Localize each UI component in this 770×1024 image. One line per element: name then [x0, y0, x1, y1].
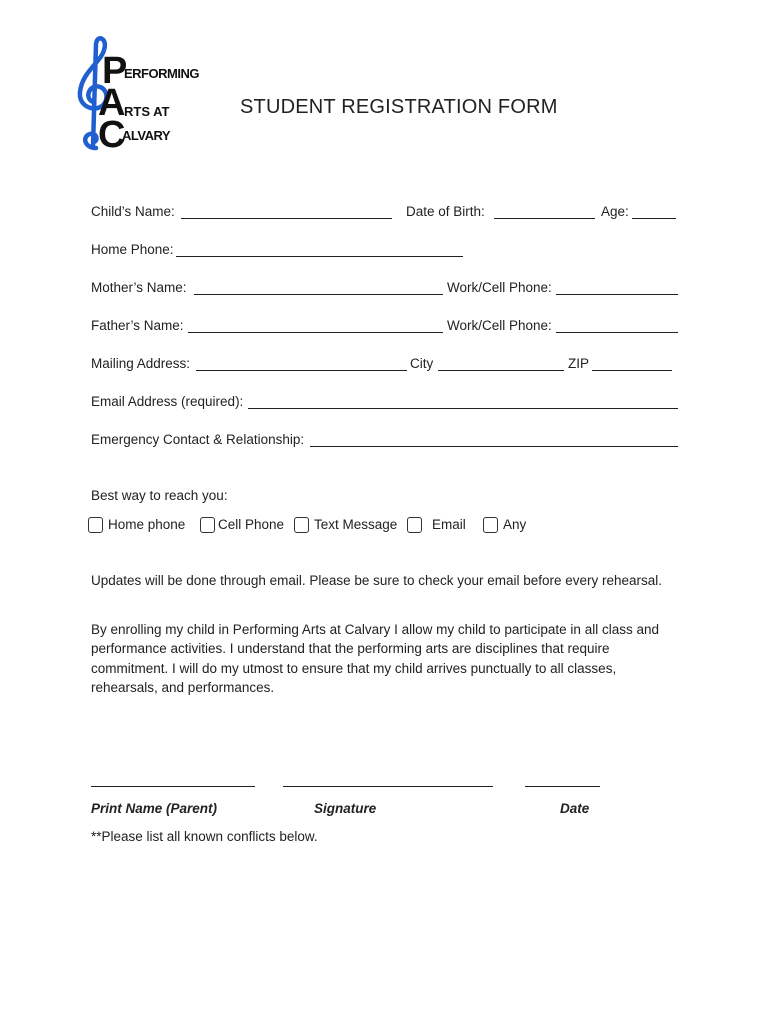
child-name-label: Child’s Name: — [91, 204, 175, 219]
cell-phone-checkbox[interactable] — [200, 517, 215, 533]
zip-label: ZIP — [568, 356, 590, 371]
father-name-label: Father’s Name: — [91, 318, 184, 333]
any-checkbox[interactable] — [483, 517, 498, 533]
signature-label: Signature — [314, 801, 377, 816]
logo-word-calvary: ALVARY — [122, 128, 171, 143]
zip-field[interactable] — [592, 370, 672, 371]
father-work-phone-label: Work/Cell Phone: — [447, 318, 552, 333]
mother-name-field[interactable] — [194, 294, 443, 295]
home-phone-option-label: Home phone — [108, 517, 186, 532]
logo-letter-p: P — [102, 50, 128, 92]
dob-field[interactable] — [494, 218, 595, 219]
email-option-label: Email — [432, 517, 466, 532]
home-phone-label: Home Phone: — [91, 242, 174, 257]
form-title: STUDENT REGISTRATION FORM — [240, 96, 558, 118]
logo-word-performing: ERFORMING — [124, 66, 199, 81]
dob-label: Date of Birth: — [406, 204, 485, 219]
signature-field[interactable] — [283, 786, 493, 787]
logo-letter-c: C — [98, 114, 126, 156]
mailing-address-field[interactable] — [196, 370, 407, 371]
child-name-field[interactable] — [181, 218, 392, 219]
father-work-phone-field[interactable] — [556, 332, 678, 333]
age-label: Age: — [601, 204, 629, 219]
cell-phone-option-label: Cell Phone — [218, 517, 285, 532]
text-message-option-label: Text Message — [314, 517, 398, 532]
mother-name-label: Mother’s Name: — [91, 280, 187, 295]
email-checkbox[interactable] — [407, 517, 422, 533]
father-name-field[interactable] — [188, 332, 443, 333]
mother-work-phone-field[interactable] — [556, 294, 678, 295]
city-label: City — [410, 356, 434, 371]
age-field[interactable] — [632, 218, 676, 219]
home-phone-checkbox[interactable] — [88, 517, 103, 533]
email-update-notice: Updates will be done through email. Please be sure to check your email before every rehearsal. — [91, 573, 663, 588]
logo-letter-a: A — [98, 82, 126, 124]
date-field[interactable] — [525, 786, 600, 787]
agreement-paragraph: By enrolling my child in Performing Arts at Calvary I allow my child to participate in all class and performance activities. I understand that the performing arts are disciplines that require commitment. I will do my utmost to ensure that my child arrives punctually to all classes, rehearsals, and performances. — [91, 622, 659, 695]
text-message-checkbox[interactable] — [294, 517, 309, 533]
contact-prompt: Best way to reach you: — [91, 488, 228, 503]
logo-word-arts-at: RTS AT — [124, 104, 170, 119]
emergency-contact-label: Emergency Contact & Relationship: — [91, 432, 305, 447]
mother-work-phone-label: Work/Cell Phone: — [447, 280, 552, 295]
email-label: Email Address (required): — [91, 394, 244, 409]
emergency-contact-field[interactable] — [310, 446, 678, 447]
conflicts-footnote: **Please list all known conflicts below. — [91, 829, 318, 844]
any-option-label: Any — [503, 517, 527, 532]
date-label: Date — [560, 801, 590, 816]
print-name-label: Print Name (Parent) — [91, 801, 218, 816]
city-field[interactable] — [438, 370, 564, 371]
pac-logo — [74, 36, 214, 156]
mailing-address-label: Mailing Address: — [91, 356, 191, 371]
print-name-field[interactable] — [91, 786, 255, 787]
home-phone-field[interactable] — [176, 256, 463, 257]
email-field[interactable] — [248, 408, 678, 409]
